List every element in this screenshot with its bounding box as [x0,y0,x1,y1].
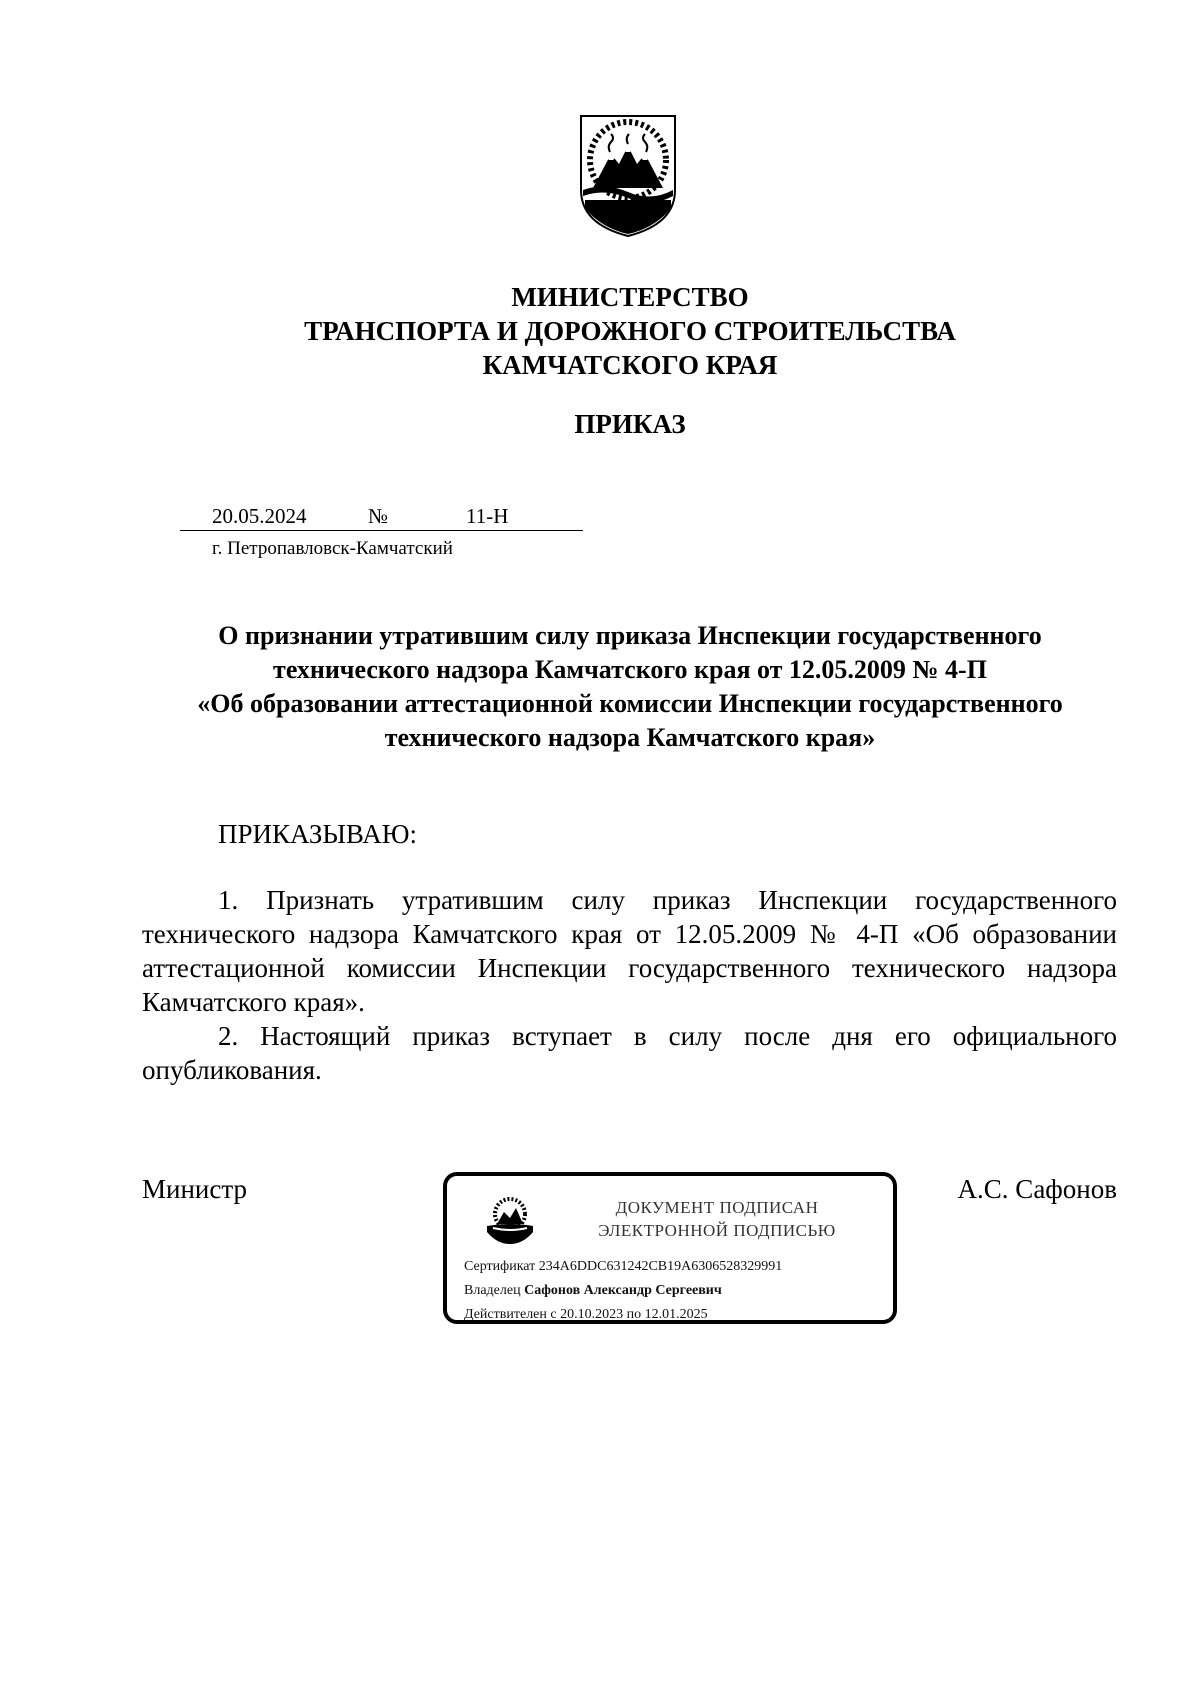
ministry-line-1: МИНИСТЕРСТВО [511,282,749,312]
valid-to-date: 12.01.2025 [644,1307,708,1322]
stamp-validity [464,1306,708,1324]
document-type: ПРИКАЗ [574,409,686,439]
electronic-signature-stamp [443,1172,897,1324]
stamp-certificate [464,1258,782,1276]
coat-of-arms-emblem [575,112,681,240]
stamp-owner [464,1282,722,1300]
title-line-2: технического надзора Камчатского края от 12.05.2009 № 4-П [273,655,987,684]
stamp-heading-line-1: ДОКУМЕНТ ПОДПИСАН [615,1198,819,1217]
ministry-line-2: ТРАНСПОРТА И ДОРОЖНОГО СТРОИТЕЛЬСТВА [304,316,956,346]
stamp-heading-line-2: ЭЛЕКТРОННОЙ ПОДПИСЬЮ [598,1221,836,1240]
valid-from-date: 20.10.2023 [560,1307,624,1322]
owner-label: Владелец [464,1283,521,1298]
order-paragraph-2: 2. Настоящий приказ вступает в силу после дня его официального опубликования. [142,1021,1117,1085]
certificate-label: Сертификат [464,1259,536,1274]
order-body [142,883,1117,1087]
registration-number: 11-Н [466,504,509,528]
title-line-4: технического надзора Камчатского края» [384,723,876,752]
issuing-city: г. Петропавловск-Камчатский [212,538,453,559]
order-paragraph-1: 1. Признать утратившим силу приказ Инспекции государственного технического надзора Камчатского края от 12.05.2009 № 4-П «Об образовании аттестационной комиссии Инспекции государственного технического надзора Камчатского края». [142,885,1117,1017]
stamp-heading [547,1196,887,1242]
registration-date: 20.05.2024 [212,504,307,528]
certificate-value: 234A6DDC631242CB19A6306528329991 [538,1259,783,1274]
stamp-emblem-icon [483,1196,537,1246]
number-sign: № [368,504,389,528]
registration-underline [180,530,583,531]
signatory-position: Министр [142,1174,247,1204]
order-word: ПРИКАЗЫВАЮ: [218,819,417,849]
owner-value: Сафонов Александр Сергеевич [524,1283,722,1298]
signatory-name: А.С. Сафонов [957,1174,1117,1204]
title-line-1: О признании утратившим силу приказа Инспекции государственного [218,621,1042,650]
document-title [140,619,1120,755]
ministry-name [200,280,1060,382]
title-line-3: «Об образовании аттестационной комиссии Инспекции государственного [197,689,1063,718]
valid-from-label: Действителен с [464,1307,557,1322]
ministry-line-3: КАМЧАТСКОГО КРАЯ [482,350,778,380]
valid-to-label: по [626,1307,642,1322]
